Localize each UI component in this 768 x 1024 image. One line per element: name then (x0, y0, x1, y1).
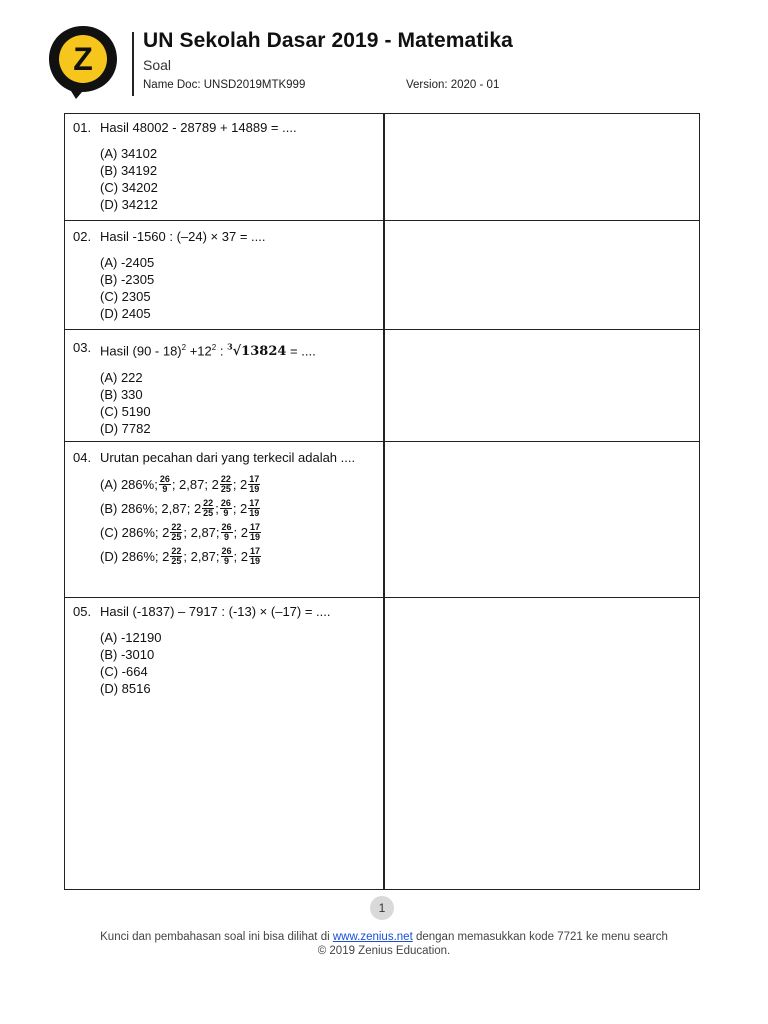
option-d: (D) 8516 (100, 681, 151, 696)
option-b: (B) 330 (100, 387, 143, 403)
option-c: (C) 2305 (100, 289, 151, 304)
doc-name: Name Doc: UNSD2019MTK999 (143, 79, 306, 91)
question-number: 05. (73, 604, 92, 619)
option-b: (B) 34192 (100, 163, 158, 178)
option-list (73, 254, 376, 322)
option-c: (C) -664 (100, 664, 148, 679)
row-divider (64, 441, 700, 442)
option-a: (A) 222 (100, 370, 143, 386)
option-b: (B) 286%; 2,87; 2 22 25 ; 26 9 ; 2 17 19 (100, 497, 260, 518)
logo-letter: Z (73, 41, 93, 77)
copyright: © 2019 Zenius Education. (317, 945, 451, 957)
question-03 (73, 339, 376, 437)
option-list (73, 629, 376, 697)
option-d: (D) 7782 (100, 421, 151, 437)
question-number: 01. (73, 120, 92, 135)
question-number: 02. (73, 229, 92, 244)
question-05 (73, 603, 376, 697)
question-04 (73, 449, 376, 568)
option-list (73, 145, 376, 213)
page-title: UN Sekolah Dasar 2019 - Matematika (143, 29, 513, 52)
option-a: (A) -2405 (100, 255, 155, 270)
option-d: (D) 286%; 2 22 25 ; 2,87; 26 9 ; 2 17 19 (100, 545, 261, 566)
question-text: Hasil 48002 - 28789 + 14889 = .... (100, 120, 297, 135)
row-divider (64, 220, 700, 221)
question-number: 04. (73, 450, 92, 465)
question-number: 03. (73, 340, 92, 355)
question-text: Hasil -1560 : (–24) × 37 = .... (100, 229, 266, 244)
page-subtitle: Soal (143, 57, 172, 73)
page-number: 1 (370, 896, 394, 920)
question-01 (73, 119, 376, 213)
question-text: Urutan pecahan dari yang terkecil adalah .... (100, 450, 356, 465)
option-d: (D) 2405 (100, 306, 151, 321)
zenius-link[interactable]: www.zenius.net (332, 931, 413, 943)
question-02 (73, 228, 376, 322)
option-c: (C) 286%; 2 22 25 ; 2,87; 26 9 ; 2 17 19 (100, 521, 261, 542)
option-list (73, 369, 376, 437)
option-b: (B) -2305 (100, 272, 155, 287)
footer-note: Kunci dan pembahasan soal ini bisa dilihat di www.zenius.net dengan memasukkan kode 7721 ke menu search (100, 931, 668, 943)
header-divider (132, 32, 134, 96)
question-text: Hasil $(90 - 18)^2 +12^2$ : $^3$√13824 = .... (100, 342, 316, 360)
option-list (73, 472, 376, 568)
option-c: (C) 5190 (100, 404, 151, 420)
row-divider (64, 597, 700, 598)
cube-root: $^3$√13824 (227, 342, 287, 360)
option-a: (A) -12190 (100, 630, 162, 645)
option-c: (C) 34202 (100, 180, 158, 195)
option-a: (A) 34102 (100, 146, 158, 161)
row-divider (64, 329, 700, 330)
option-a: (A) 286%; 26 9 ; 2,87; 2 22 25 ; 2 17 19 (100, 473, 260, 494)
column-divider (383, 113, 385, 890)
option-b: (B) -3010 (100, 647, 155, 662)
doc-version: Version: 2020 - 01 (406, 79, 500, 91)
question-text: Hasil (-1837) – 7917 : (-13) × (–17) = .... (100, 604, 331, 619)
zenius-logo (46, 24, 120, 100)
option-d: (D) 34212 (100, 197, 158, 212)
